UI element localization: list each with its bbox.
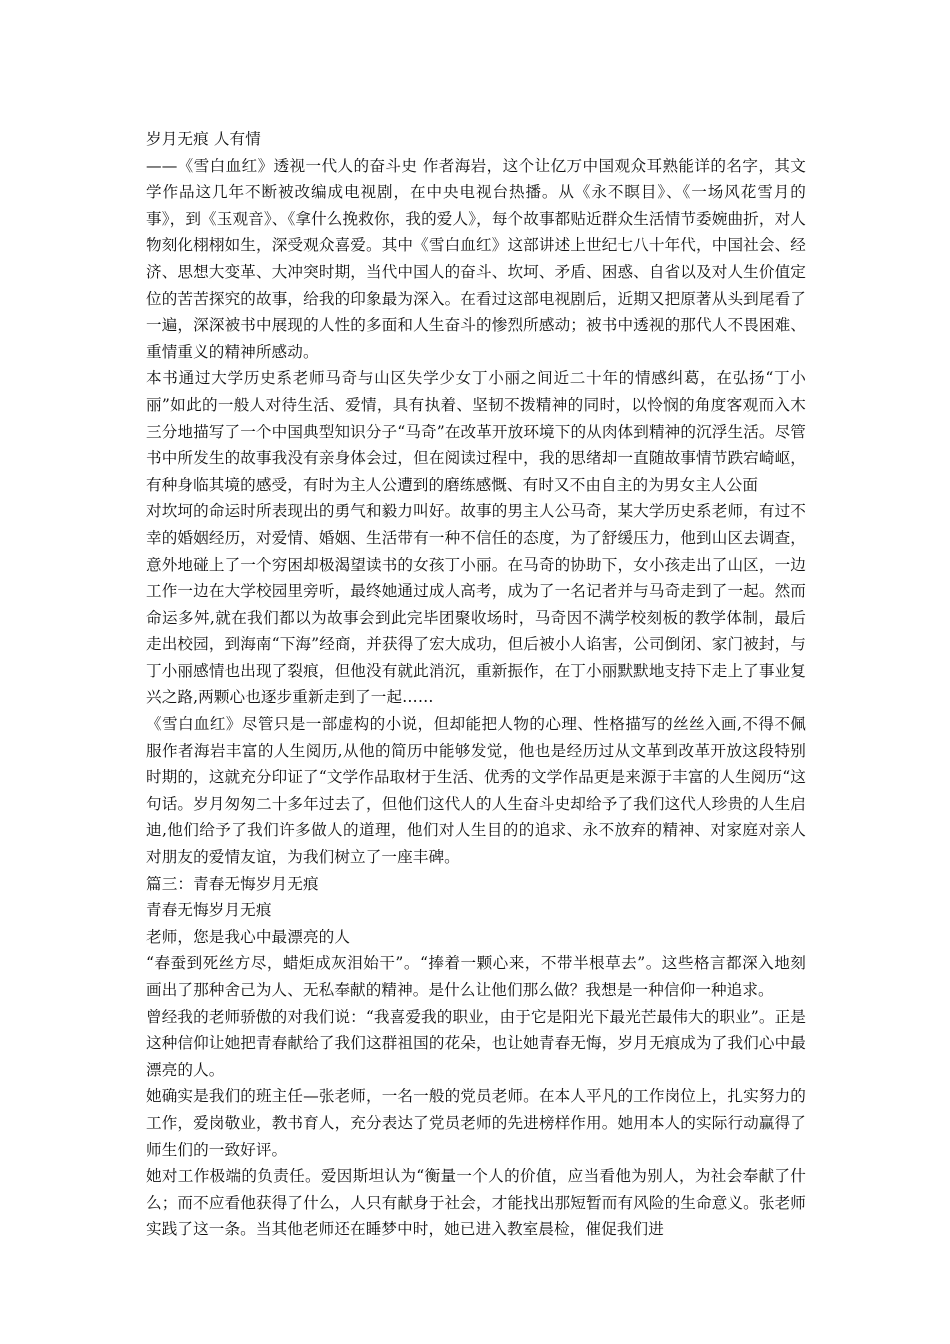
paragraph-responsibility: 她对工作极端的负责任。爱因斯坦认为“衡量一个人的价值，应当看他为别人，为社会奉献了什么；而不应看他获得了什么，人只有献身于社会，才能找出那短暂而有风险的生命意义。张老师实践了这一条。当其他老师还在睡梦中时，她已进入教室晨检，催促我们进 [146, 1167, 806, 1239]
document-body [146, 126, 806, 1243]
heading-title: 岁月无痕 人有情 [146, 130, 261, 148]
paragraph-story: 本书通过大学历史系老师马奇与山区失学少女丁小丽之间近二十年的情感纠葛，在弘扬“丁小丽”如此的一般人对待生活、爱情，具有执着、坚韧不拨精神的同时，以怜悯的角度客观而入木三分地描写了一个中国典型知识分子“马奇”在改革开放环境下的从肉体到精神的沉浮生活。尽管书中所发生的故事我没有亲身体会过，但在阅读过程中，我的思绪却一直随故事情节跌宕崎岖，有种身临其境的感受，有时为主人公遭到的磨练感慨、有时又不由自主的为男女主人公面 [146, 369, 806, 494]
paragraph-teacher-intro: 她确实是我们的班主任—张老师，一名一般的党员老师。在本人平凡的工作岗位上，扎实努力的工作，爱岗敬业，教书育人，充分表达了党员老师的先进榜样作用。她用本人的实际行动赢得了师生们的一致好评。 [146, 1087, 806, 1159]
paragraph-quotes: “春蚕到死丝方尽，蜡炬成灰泪始干”。“捧着一颗心来，不带半根草去”。这些格言都深入地刻画出了那种舍己为人、无私奉献的精神。是什么让他们那么做？我想是一种信仰一种追求。 [146, 954, 806, 999]
section-heading: 篇三：青春无悔岁月无痕 [146, 874, 319, 893]
section-subtitle: 老师，您是我心中最漂亮的人 [146, 927, 351, 946]
paragraph-teacher-quote: 曾经我的老师骄傲的对我们说：“我喜爱我的职业，由于它是阳光下最光芒最伟大的职业”。正是这种信仰让她把青春献给了我们这群祖国的花朵，也让她青春无悔，岁月无痕成为了我们心中最漂亮的人。 [146, 1007, 806, 1079]
paragraph-reflection: 《雪白血红》尽管只是一部虚构的小说，但却能把人物的心理、性格描写的丝丝入画,不得不佩服作者海岩丰富的人生阅历,从他的简历中能够发觉，他也是经历过从文革到改革开放这段特别时期的，这就充分印证了“文学作品取材于生活、优秀的文学作品更是来源于丰富的人生阅历“这句话。岁月匆匆二十多年过去了，但他们这代人的人生奋斗史却给予了我们这代人珍贵的人生启迪,他们给予了我们许多做人的道理，他们对人生目的的追求、永不放弃的精神、对家庭对亲人对朋友的爱情友谊，为我们树立了一座丰碑。 [146, 715, 806, 867]
paragraph-plot: 对坎坷的命运时所表现出的勇气和毅力叫好。故事的男主人公马奇，某大学历史系老师，有过不幸的婚姻经历，对爱情、婚姻、生活带有一种不信任的态度，为了舒缓压力，他到山区去调查，意外地碰上了一个穷困却极渴望读书的女孩丁小丽。在马奇的协助下，女小孩走出了山区，一边工作一边在大学校园里旁听，最终她通过成人高考，成为了一名记者并与马奇走到了一起。然而命运多舛,就在我们都以为故事会到此完毕团聚收场时，马奇因不满学校刻板的教学体制，最后走出校园，到海南“下海”经商，并获得了宏大成功，但后被小人谄害，公司倒闭、家门被封，与丁小丽感情也出现了裂痕，但他没有就此消沉，重新振作，在丁小丽默默地支持下走上了事业复兴之路,两颗心也逐步重新走到了一起…… [146, 502, 806, 707]
paragraph-intro: ——《雪白血红》透视一代人的奋斗史 作者海岩，这个让亿万中国观众耳熟能详的名字，其文学作品这几年不断被改编成电视剧，在中央电视台热播。从《永不瞑目》、《一场风花雪月的事》，到《玉观音》、《拿什么挽救你，我的爱人》，每个故事都贴近群众生活情节委婉曲折，对人物刻化栩栩如生，深受观众喜爱。其中《雪白血红》这部讲述上世纪七八十年代，中国社会、经济、思想大变革、大冲突时期，当代中国人的奋斗、坎坷、矛盾、困惑、自省以及对人生价值定位的苦苦探究的故事，给我的印象最为深入。在看过这部电视剧后，近期又把原著从头到尾看了一遍，深深被书中展现的人性的多面和人生奋斗的惨烈所感动；被书中透视的那代人不畏困难、重情重义的精神所感动。 [146, 156, 806, 361]
section-title: 青春无悔岁月无痕 [146, 901, 272, 920]
